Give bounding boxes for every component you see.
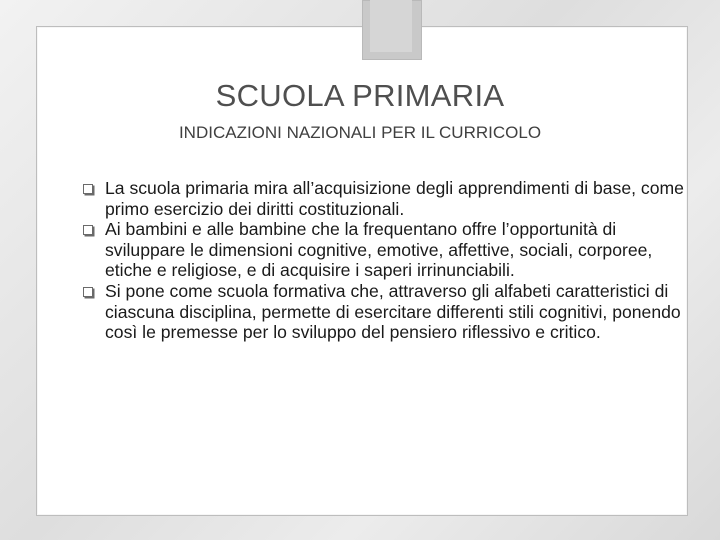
square-bullet-icon [83, 184, 93, 194]
bullet-text: Si pone come scuola formativa che, attraverso gli alfabeti caratteristici di ciascuna disciplina, permette di esercitare differenti stili cognitivi, ponendo così le premesse per lo sviluppo del pensiero riflessivo e critico. [105, 280, 681, 343]
slide-subtitle: INDICAZIONI NAZIONALI PER IL CURRICOLO [178, 123, 542, 142]
bullet-item [84, 281, 684, 343]
bullet-text: La scuola primaria mira all’acquisizione degli apprendimenti di base, come primo esercizio dei diritti costituzionali. [105, 178, 684, 219]
decorative-corner-inner [370, 0, 412, 52]
bullet-item [84, 219, 684, 281]
bullet-text: Ai bambini e alle bambine che la frequentano offre l’opportunità di sviluppare le dimensioni cognitive, emotive, affettive, sociali, corporee, etiche e religiose, e di acquisire i saperi irrinunciabili. [105, 219, 653, 281]
square-bullet-icon [83, 287, 93, 297]
bullet-list [84, 178, 684, 343]
bullet-item [84, 178, 684, 219]
slide-title: SCUOLA PRIMARIA [215, 78, 505, 113]
square-bullet-icon [83, 225, 93, 235]
